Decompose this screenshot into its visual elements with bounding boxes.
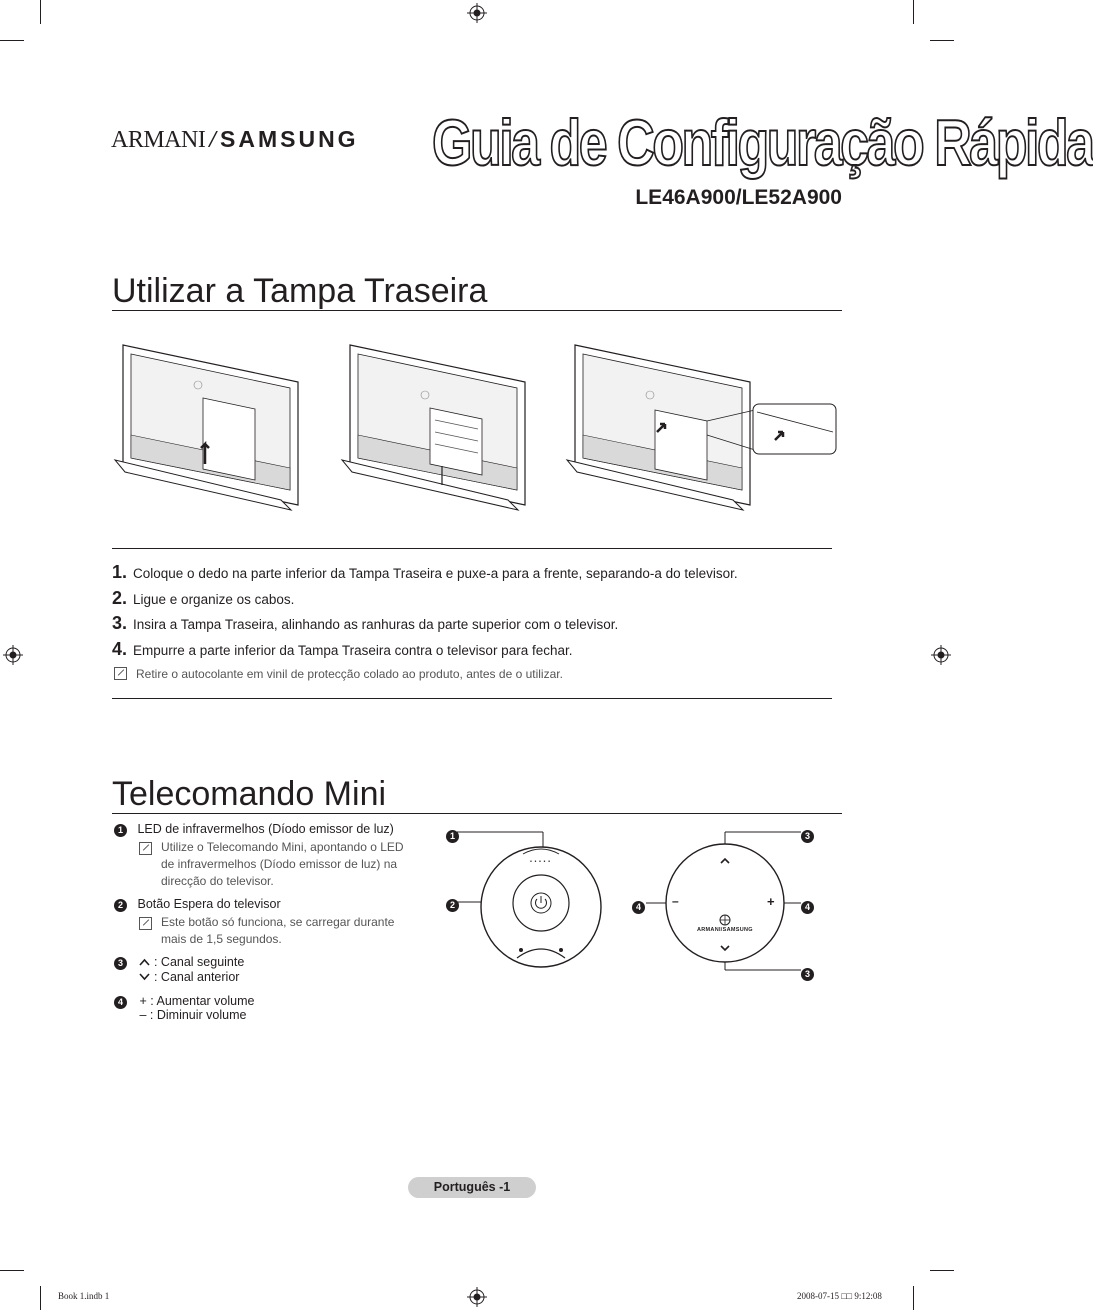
remote-logo: ARMANI/SAMSUNG	[697, 927, 753, 933]
illustration-remove-cover	[113, 340, 303, 520]
registration-mark-icon	[467, 1287, 487, 1307]
crop-mark	[40, 1286, 41, 1310]
crop-mark	[913, 1286, 914, 1310]
step-text: Insira a Tampa Traseira, alinhando as ranhuras da parte superior com o televisor.	[133, 617, 619, 632]
crop-mark	[0, 40, 24, 41]
callout-number: 1	[114, 824, 127, 837]
remote-item-4	[114, 994, 254, 1022]
divider	[112, 698, 832, 699]
note-text: Retire o autocolante em vinil de protecção colado ao produto, antes de o utilizar.	[136, 667, 563, 681]
note-line: de infravermelhos (Díodo emissor de luz) na	[161, 857, 398, 871]
remote-top-diagram	[640, 820, 810, 980]
callout-number: 3	[114, 957, 127, 970]
callout-number: 3	[801, 830, 814, 843]
model-number: LE46A900/LE52A900	[635, 186, 842, 209]
callout-number: 1	[446, 830, 459, 843]
page-number: Português -1	[408, 1177, 536, 1198]
guide-title: Guia de Configuração Rápida	[432, 107, 1093, 180]
step-number: 1.	[112, 562, 128, 582]
step-text: Ligue e organize os cabos.	[133, 592, 295, 607]
chevron-up-icon	[139, 958, 150, 966]
crop-mark	[930, 40, 954, 41]
channel-up-label: : Canal seguinte	[153, 955, 245, 969]
remote-side-diagram	[440, 820, 620, 970]
remote-item-1	[114, 822, 394, 837]
section-title-remote: Telecomando Mini	[112, 775, 842, 814]
crop-mark	[930, 1270, 954, 1271]
registration-mark-icon	[467, 3, 487, 23]
registration-mark-icon	[3, 645, 23, 665]
callout-number: 3	[801, 968, 814, 981]
item-label: LED de infravermelhos (Díodo emissor de luz)	[137, 822, 394, 836]
crop-mark	[0, 1270, 24, 1271]
note-line: Este botão só funciona, se carregar durante	[161, 915, 395, 929]
callout-number: 2	[446, 899, 459, 912]
callout-1	[446, 826, 459, 844]
brand-logo	[111, 126, 359, 154]
minus-symbol: –	[672, 894, 679, 908]
callout-2	[446, 895, 459, 913]
note-icon	[114, 667, 127, 680]
volume-up-label: + : Aumentar volume	[139, 994, 255, 1008]
callout-4-right	[801, 897, 814, 915]
item-label: Botão Espera do televisor	[137, 897, 281, 911]
note-line: Utilize o Telecomando Mini, apontando o LED	[161, 840, 404, 854]
note-line: direcção do televisor.	[161, 874, 274, 888]
note-icon	[139, 917, 152, 930]
illustration-attach-cover	[565, 340, 840, 520]
slug-right: 2008-07-15 □□ 9:12:08	[797, 1291, 882, 1301]
remote-note-2	[161, 914, 394, 948]
crop-mark	[40, 0, 41, 24]
remote-item-2	[114, 897, 281, 912]
note-icon	[139, 842, 152, 855]
step-2	[112, 588, 294, 609]
step-number: 4.	[112, 639, 128, 659]
svg-text:• • • • •: • • • • •	[529, 859, 551, 865]
note-sticker	[114, 667, 563, 681]
callout-number: 4	[801, 901, 814, 914]
registration-mark-icon	[931, 645, 951, 665]
plus-symbol: +	[767, 894, 775, 909]
slug-left: Book 1.indb 1	[58, 1291, 110, 1301]
remote-note-1	[161, 839, 404, 890]
brand-slash: /	[209, 127, 217, 153]
crop-mark	[913, 0, 914, 24]
channel-down-label: : Canal anterior	[153, 970, 240, 984]
step-3	[112, 613, 618, 634]
callout-3-top	[801, 826, 814, 844]
divider	[112, 548, 832, 549]
illustration-connect-cables	[340, 340, 530, 520]
callout-4-left	[632, 897, 645, 915]
step-1	[112, 562, 738, 583]
step-4	[112, 639, 572, 660]
remote-item-3	[114, 955, 244, 985]
brand-samsung: SAMSUNG	[220, 126, 359, 152]
note-line: mais de 1,5 segundos.	[161, 932, 282, 946]
section-title-back-cover: Utilizar a Tampa Traseira	[112, 272, 842, 311]
callout-3-bottom	[801, 964, 814, 982]
callout-number: 4	[632, 901, 645, 914]
step-text: Coloque o dedo na parte inferior da Tampa Traseira e puxe-a para a frente, separando-a do televisor.	[133, 566, 738, 581]
step-number: 2.	[112, 588, 128, 608]
brand-armani: ARMANI	[111, 127, 206, 153]
volume-down-label: – : Diminuir volume	[139, 1008, 247, 1022]
callout-number: 4	[114, 996, 127, 1009]
step-number: 3.	[112, 613, 128, 633]
step-text: Empurre a parte inferior da Tampa Traseira contra o televisor para fechar.	[133, 643, 573, 658]
callout-number: 2	[114, 899, 127, 912]
chevron-down-icon	[139, 973, 150, 981]
